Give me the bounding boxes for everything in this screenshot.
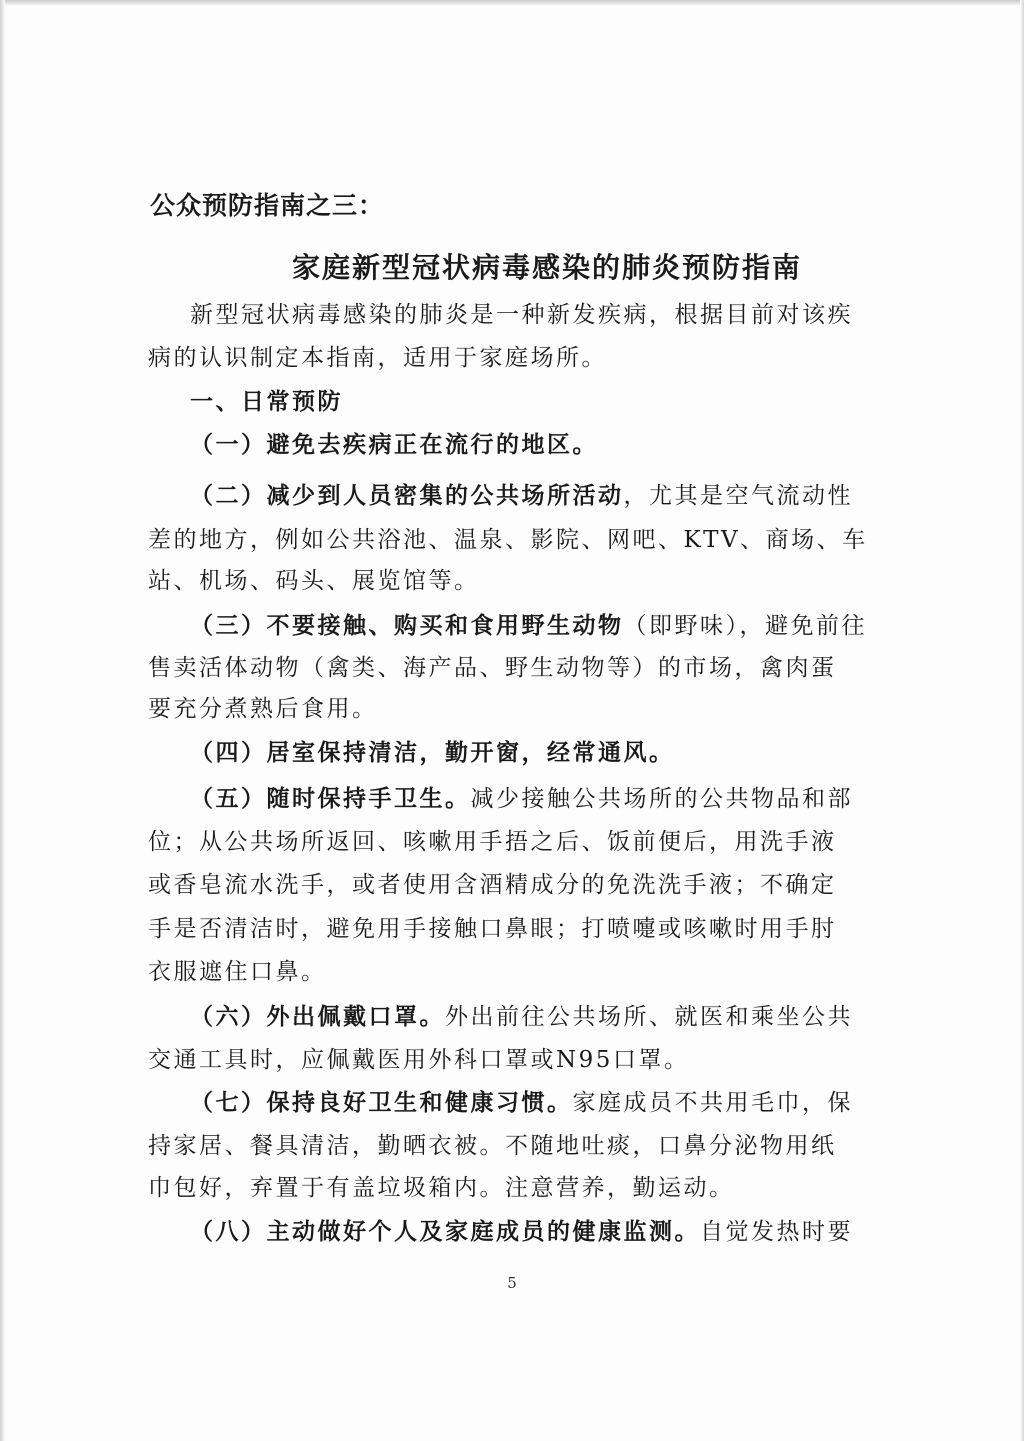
- document-heading: 公众预防指南之三：: [150, 191, 385, 220]
- item-3-line-2: 售卖活体动物（禽类、海产品、野生动物等）的市场，禽肉蛋: [148, 655, 837, 681]
- item-7-rest: 家庭成员不共用毛巾，保: [572, 1090, 853, 1116]
- item-5-line-3: 或香皂流水洗手，或者使用含酒精成分的免洗洗手液；不确定: [148, 872, 837, 898]
- item-2-rest: ，尤其是空气流动性: [623, 483, 853, 509]
- intro-line-1: 新型冠状病毒感染的肺炎是一种新发疾病，根据目前对该疾: [190, 302, 853, 328]
- item-7-line-3: 巾包好，弃置于有盖垃圾箱内。注意营养，勤运动。: [148, 1175, 735, 1201]
- item-1: （一）避免去疾病正在流行的地区。: [190, 431, 598, 458]
- item-5-line-5: 衣服遮住口鼻。: [148, 959, 327, 985]
- item-7-lead: （七）保持良好卫生和健康习惯。: [190, 1089, 573, 1116]
- item-3-line-1: [190, 611, 867, 641]
- document-title: 家庭新型冠状病毒感染的肺炎预防指南: [291, 251, 802, 284]
- scan-edge-right: [1020, 0, 1024, 1441]
- item-8-rest: 自觉发热时要: [700, 1219, 853, 1245]
- item-6-line-1: [190, 1002, 853, 1032]
- item-5-line-2: 位；从公共场所返回、咳嗽用手捂之后、饭前便后，用洗手液: [148, 829, 837, 855]
- item-5-lead: （五）随时保持手卫生。: [190, 785, 471, 812]
- item-6-lead: （六）外出佩戴口罩。: [190, 1003, 445, 1030]
- item-5-line-4: 手是否清洁时，避免用手接触口鼻眼；打喷嚏或咳嗽时用手肘: [148, 916, 837, 942]
- item-7-line-1: [190, 1088, 853, 1118]
- item-8-line-1: [190, 1217, 853, 1247]
- intro-line-2: 病的认识制定本指南，适用于家庭场所。: [148, 345, 607, 371]
- item-2-line-2: 差的地方，例如公共浴池、温泉、影院、网吧、KTV、商场、车: [148, 527, 868, 553]
- scan-edge-top: [0, 0, 1024, 6]
- section-heading: 一、日常预防: [190, 388, 343, 415]
- item-5-line-1: [190, 784, 853, 814]
- item-2-line-3: 站、机场、码头、展览馆等。: [148, 568, 480, 594]
- item-3-rest: （即野味），避免前往: [623, 613, 867, 639]
- item-8-lead: （八）主动做好个人及家庭成员的健康监测。: [190, 1218, 700, 1245]
- item-5-rest: 减少接触公共场所的公共物品和部: [470, 786, 853, 812]
- item-4: （四）居室保持清洁，勤开窗，经常通风。: [190, 739, 675, 766]
- item-7-line-2: 持家居、餐具清洁，勤晒衣被。不随地吐痰，口鼻分泌物用纸: [148, 1133, 837, 1159]
- item-3-line-3: 要充分煮熟后食用。: [148, 696, 378, 722]
- scan-edge-left: [0, 0, 5, 1441]
- page-number: 5: [507, 1274, 517, 1292]
- item-3-lead: （三）不要接触、购买和食用野生动物: [190, 612, 624, 639]
- item-2-lead: （二）减少到人员密集的公共场所活动: [190, 482, 624, 509]
- item-6-rest: 外出前往公共场所、就医和乘坐公共: [445, 1004, 853, 1030]
- item-2-line-1: [190, 481, 853, 511]
- item-6-line-2: 交通工具时，应佩戴医用外科口罩或N95口罩。: [148, 1047, 690, 1073]
